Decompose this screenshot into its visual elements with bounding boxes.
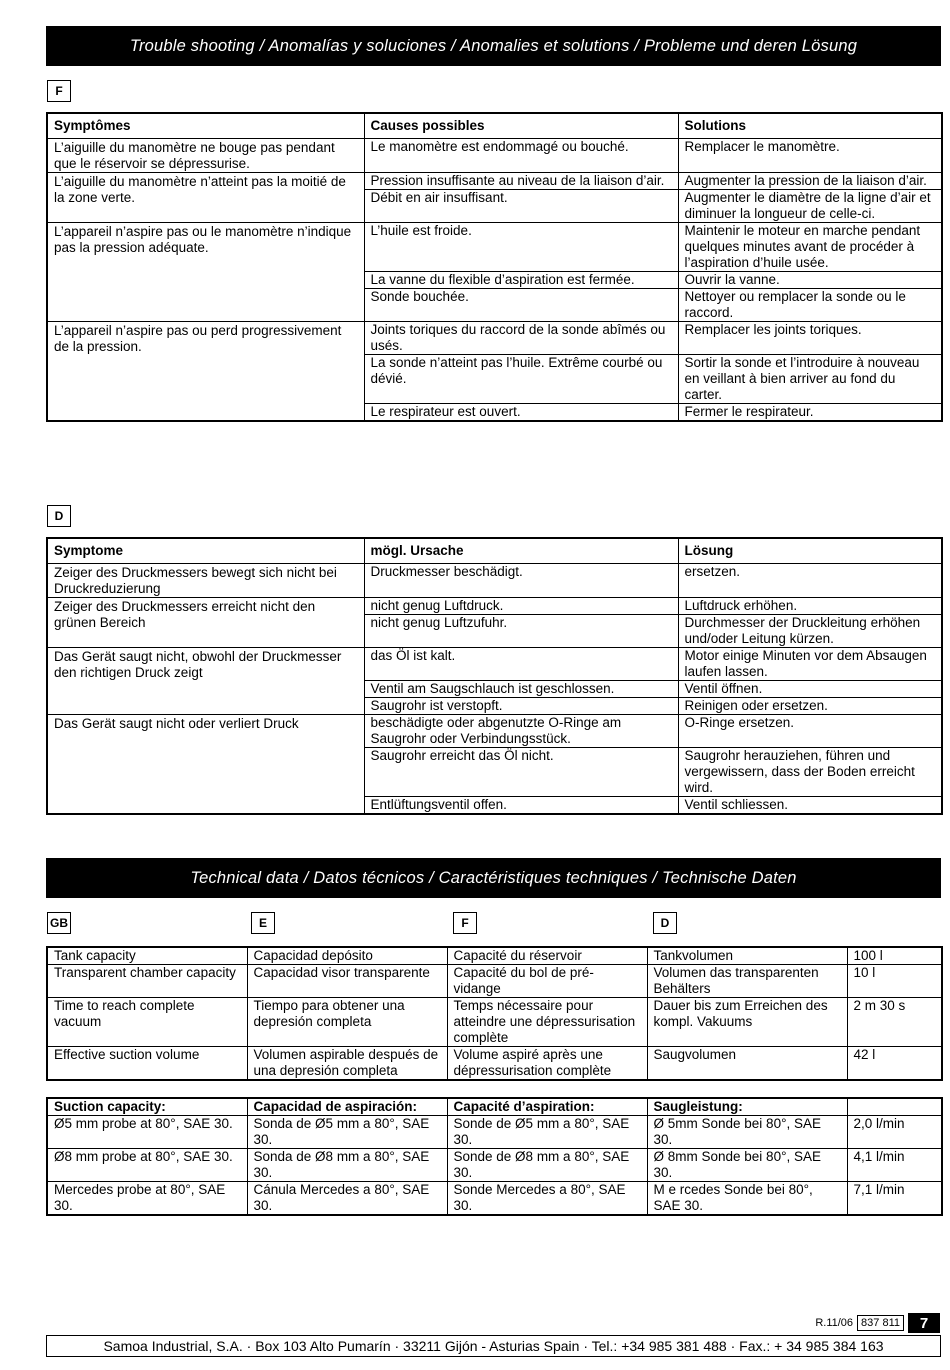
cause-cell: nicht genug Luftzufuhr. [364,615,678,648]
technical-specs-table [46,946,943,1081]
table-cell: Tankvolumen [647,947,847,965]
table-cell: Ø5 mm probe at 80°, SAE 30. [47,1116,247,1149]
solution-cell: Reinigen oder ersetzen. [678,698,942,715]
solution-cell: Ventil öffnen. [678,681,942,698]
cause-cell: Pression insuffisante au niveau de la liaison d’air. [364,173,678,190]
lang-tag-e: E [251,912,275,934]
symptom-cell: Das Gerät saugt nicht, obwohl der Druckmesser den richtigen Druck zeigt [47,648,364,715]
solution-cell: Remplacer le manomètre. [678,139,942,173]
symptom-cell: L’aiguille du manomètre n’atteint pas la moitié de la zone verte. [47,173,364,223]
solution-cell: O-Ringe ersetzen. [678,715,942,748]
table-row [47,1116,942,1149]
table-cell: Temps nécessaire pour atteindre une dépressurisation complète [447,998,647,1047]
table-cell: 7,1 l/min [847,1182,942,1216]
table-cell: 2 m 30 s [847,998,942,1047]
solution-cell: Augmenter la pression de la liaison d’air. [678,173,942,190]
table-row [47,322,942,355]
lang-tag-d: D [47,505,71,527]
lang-tag-f: F [453,912,477,934]
table-cell: 2,0 l/min [847,1116,942,1149]
header-cell: Suction capacity: [47,1098,247,1116]
table-cell: Volumen das transparenten Behälters [647,965,847,998]
header-cell [847,1098,942,1116]
solution-cell: Augmenter le diamètre de la ligne d’air et diminuer la longueur de celle-ci. [678,190,942,223]
table-cell: Ø 5mm Sonde bei 80°, SAE 30. [647,1116,847,1149]
cause-cell: das Öl ist kalt. [364,648,678,681]
header-cell: Capacidad de aspiración: [247,1098,447,1116]
table-cell: Capacité du bol de pré-vidange [447,965,647,998]
solution-cell: Luftdruck erhöhen. [678,598,942,615]
table-row [47,947,942,965]
table-row [47,598,942,615]
table-row [47,139,942,173]
header-cell: Capacité d’aspiration: [447,1098,647,1116]
header-cell: Saugleistung: [647,1098,847,1116]
suction-capacity-table [46,1097,943,1216]
table-cell: Sonda de Ø8 mm a 80°, SAE 30. [247,1149,447,1182]
cause-cell: La vanne du flexible d’aspiration est fermée. [364,272,678,289]
cause-cell: beschädigte oder abgenutzte O-Ringe am Saugrohr oder Verbindungsstück. [364,715,678,748]
solution-cell: Sortir la sonde et l’introduire à nouveau en veillant à bien arriver au fond du carter. [678,355,942,404]
table-cell: Volume aspiré après une dépressurisation complète [447,1047,647,1081]
troubleshooting-table-d [46,537,943,815]
table-row [47,564,942,598]
solution-cell: Maintenir le moteur en marche pendant quelques minutes avant de procéder à l’aspiration d’huile usée. [678,223,942,272]
cause-cell: Druckmesser beschädigt. [364,564,678,598]
cause-cell: Saugrohr ist verstopft. [364,698,678,715]
solution-cell: Nettoyer ou remplacer la sonde ou le raccord. [678,289,942,322]
cause-cell: Saugrohr erreicht das Öl nicht. [364,748,678,797]
troubleshooting-table-f [46,112,943,422]
col-header: Causes possibles [364,113,678,139]
table-cell: 100 l [847,947,942,965]
symptom-cell: Zeiger des Druckmessers bewegt sich nicht bei Druckreduzierung [47,564,364,598]
col-header: Symptômes [47,113,364,139]
lang-tag-gb: GB [47,912,71,934]
cause-cell: nicht genug Luftdruck. [364,598,678,615]
col-header: Symptome [47,538,364,564]
table-cell: Ø 8mm Sonde bei 80°, SAE 30. [647,1149,847,1182]
document-code: 837 811 [857,1315,904,1331]
table-row [47,998,942,1047]
table-cell: Sonde de Ø5 mm a 80°, SAE 30. [447,1116,647,1149]
cause-cell: L’huile est froide. [364,223,678,272]
table-cell: Mercedes probe at 80°, SAE 30. [47,1182,247,1216]
col-header: Solutions [678,113,942,139]
table-cell: Volumen aspirable después de una depresión completa [247,1047,447,1081]
table-cell: Capacité du réservoir [447,947,647,965]
symptom-cell: L’appareil n’aspire pas ou perd progressivement de la pression. [47,322,364,422]
table-row [47,1047,942,1081]
table-row [47,1149,942,1182]
table-cell: M e rcedes Sonde bei 80°, SAE 30. [647,1182,847,1216]
company-address: Samoa Industrial, S.A. · Box 103 Alto Pumarín · 33211 Gijón - Asturias Spain · Tel.: +34 985 381 488 · Fax.: + 34 985 384 163 [46,1335,941,1357]
solution-cell: Remplacer les joints toriques. [678,322,942,355]
symptom-cell: Zeiger des Druckmessers erreicht nicht den grünen Bereich [47,598,364,648]
table-cell: Sonde Mercedes a 80°, SAE 30. [447,1182,647,1216]
solution-cell: ersetzen. [678,564,942,598]
solution-cell: Saugrohr herauziehen, führen und vergewissern, dass der Boden erreicht wird. [678,748,942,797]
table-cell: Dauer bis zum Erreichen des kompl. Vakuums [647,998,847,1047]
table-row [47,223,942,272]
table-cell: Cánula Mercedes a 80°, SAE 30. [247,1182,447,1216]
table-cell: Transparent chamber capacity [47,965,247,998]
symptom-cell: L’aiguille du manomètre ne bouge pas pendant que le réservoir se dépressurise. [47,139,364,173]
table-cell: Tank capacity [47,947,247,965]
cause-cell: Joints toriques du raccord de la sonde abîmés ou usés. [364,322,678,355]
table-row [47,715,942,748]
solution-cell: Ventil schliessen. [678,797,942,815]
col-header: Lösung [678,538,942,564]
cause-cell: Entlüftungsventil offen. [364,797,678,815]
cause-cell: Le manomètre est endommagé ou bouché. [364,139,678,173]
cause-cell: Le respirateur est ouvert. [364,404,678,422]
table-cell: 10 l [847,965,942,998]
table-row [47,965,942,998]
cause-cell: Sonde bouchée. [364,289,678,322]
table-cell: Sonde de Ø8 mm a 80°, SAE 30. [447,1149,647,1182]
table-row [47,648,942,681]
cause-cell: Ventil am Saugschlauch ist geschlossen. [364,681,678,698]
troubleshooting-banner: Trouble shooting / Anomalías y soluciones / Anomalies et solutions / Probleme und deren Lösung [46,26,941,66]
table-cell: Capacidad visor transparente [247,965,447,998]
footer-meta [815,1313,940,1333]
table-cell: Tiempo para obtener una depresión completa [247,998,447,1047]
table-cell: Time to reach complete vacuum [47,998,247,1047]
symptom-cell: Das Gerät saugt nicht oder verliert Druck [47,715,364,815]
solution-cell: Ouvrir la vanne. [678,272,942,289]
col-header: mögl. Ursache [364,538,678,564]
table-row [47,173,942,190]
page-number: 7 [908,1313,940,1333]
symptom-cell: L’appareil n’aspire pas ou le manomètre n’indique pas la pression adéquate. [47,223,364,322]
cause-cell: Débit en air insuffisant. [364,190,678,223]
table-cell: Sonda de Ø5 mm a 80°, SAE 30. [247,1116,447,1149]
lang-tag-f: F [47,80,71,102]
cause-cell: La sonde n’atteint pas l’huile. Extrême courbé ou dévié. [364,355,678,404]
table-cell: 4,1 l/min [847,1149,942,1182]
table-cell: Effective suction volume [47,1047,247,1081]
table-header-row [47,1098,942,1116]
table-cell: Ø8 mm probe at 80°, SAE 30. [47,1149,247,1182]
technical-data-banner: Technical data / Datos técnicos / Caractéristiques techniques / Technische Daten [46,858,941,898]
table-row [47,1182,942,1216]
revision-label: R.11/06 [815,1317,854,1329]
solution-cell: Durchmesser der Druckleitung erhöhen und/oder Leitung kürzen. [678,615,942,648]
table-cell: Saugvolumen [647,1047,847,1081]
solution-cell: Fermer le respirateur. [678,404,942,422]
lang-tag-d: D [653,912,677,934]
table-cell: 42 l [847,1047,942,1081]
solution-cell: Motor einige Minuten vor dem Absaugen laufen lassen. [678,648,942,681]
table-cell: Capacidad depósito [247,947,447,965]
